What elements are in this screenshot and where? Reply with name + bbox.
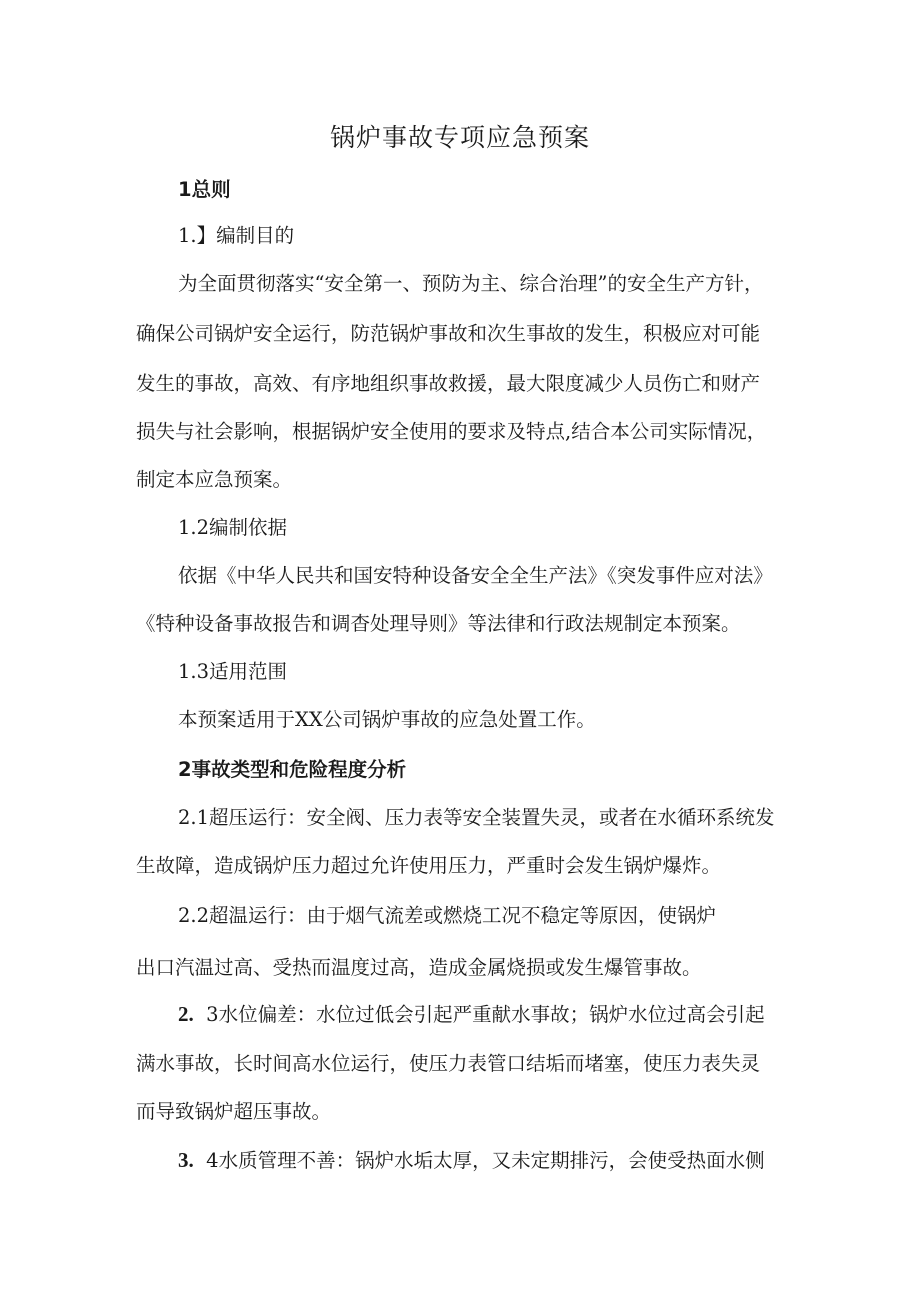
section-1-3-heading: 1.3适用范围 — [178, 660, 288, 683]
paragraph-line: 2.2超温运行：由于烟气流差或燃烧工况不稳定等原因，使锅炉 — [178, 904, 717, 927]
list-text: 3水位偏差：水位过低会引起严重献水事故；锅炉水位过高会引起 — [206, 1003, 765, 1026]
paragraph-line: 为全面贯彻落实“安全第一、预防为主、综合治理”的安全生产方针， — [178, 272, 764, 295]
paragraph-line: 满水事故，长时间高水位运行，使压力表管口结垢而堵塞，使压力表失灵 — [136, 1052, 761, 1075]
paragraph-line — [178, 1004, 765, 1025]
paragraph-line — [178, 1150, 765, 1171]
list-number: 3. — [178, 1148, 194, 1172]
paragraph-line: 《特种设备事故报告和调杳处理导则》等法律和行政法规制定本预案。 — [136, 612, 741, 635]
paragraph-line: 确保公司锅炉安全运行，防范锅炉事故和次生事故的发生，积极应对可能 — [136, 322, 761, 345]
paragraph-line: 依据《中华人民共和国安特种设备安全全生产法》《突发事件应对法》 — [178, 564, 773, 587]
paragraph-line: 本预案适用于XX公司锅炉事故的应急处置工作。 — [178, 708, 596, 731]
section-1-heading: 1总则 — [178, 178, 231, 201]
document-title: 锅炉事故专项应急预案 — [329, 123, 590, 152]
section-1-2-heading: 1.2编制依据 — [178, 516, 288, 539]
paragraph-line: 出口汽温过高、受热而温度过高，造成金属烧损或发生爆管事故。 — [136, 956, 702, 979]
paragraph-line: 制定本应急预案。 — [136, 468, 293, 491]
list-text: 4水质管理不善：锅炉水垢太厚，又未定期排污，会使受热面水侧 — [206, 1149, 765, 1172]
paragraph-line: 损失与社会影响，根据锅炉安全使用的要求及特点,结合本公司实际情况， — [136, 420, 767, 443]
paragraph-line: 而导致锅炉超压事故。 — [136, 1100, 332, 1123]
paragraph-line: 2.1超压运行：安全阀、压力表等安全装置失灵，或者在水循环系统发 — [178, 806, 775, 829]
paragraph-line: 生故障，造成锅炉压力超过允许使用压力，严重时会发生锅炉爆炸。 — [136, 854, 722, 877]
section-1-1-heading: 1.】编制目的 — [178, 224, 295, 247]
section-2-heading: 2事故类型和危险程度分析 — [178, 758, 407, 781]
paragraph-line: 发生的事故，高效、有序地组织事故救援，最大限度减少人员伤亡和财产 — [136, 372, 761, 395]
list-number: 2. — [178, 1002, 194, 1026]
